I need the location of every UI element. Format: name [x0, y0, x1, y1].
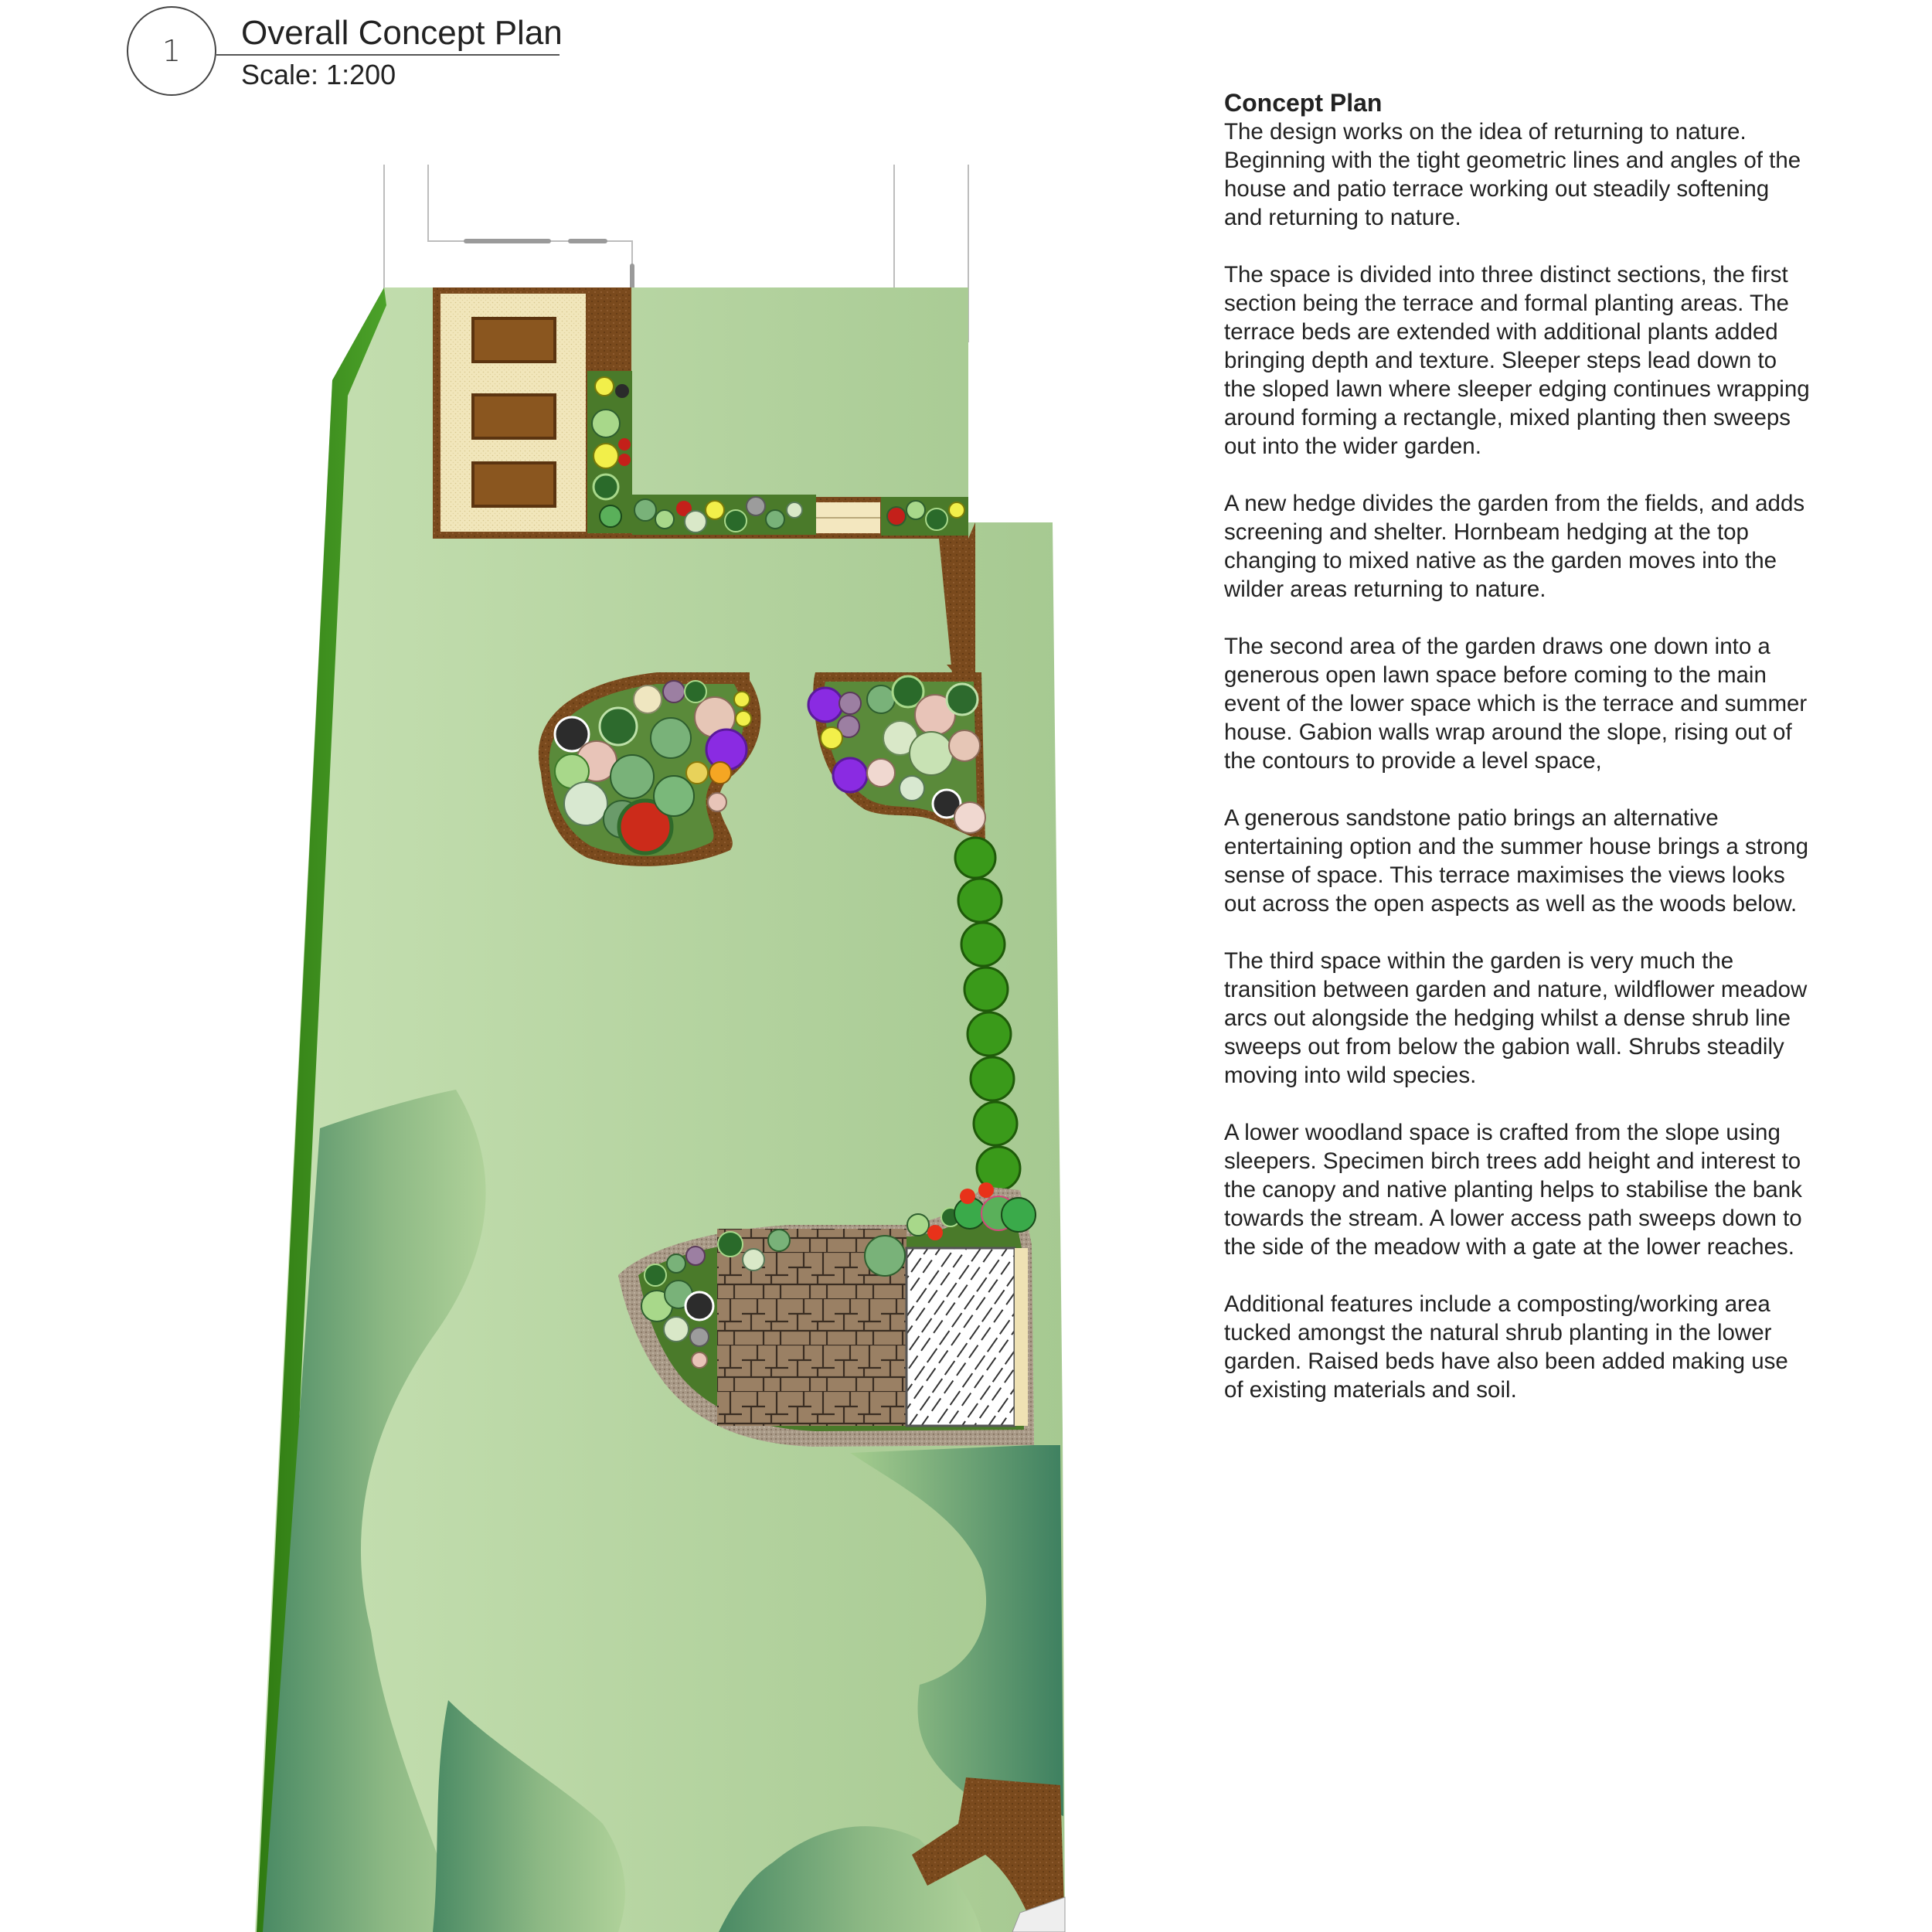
description-paragraph-4: The second area of the garden draws one down into a generous open lawn space before coming to the main event of the lower space which is the terrace and summer house. Gabion walls wrap around the slope, rising out of the contours to provide a level space,	[1224, 634, 1808, 774]
description-paragraph-7: A lower woodland space is crafted from the slope using sleepers. Specimen birch trees add height and interest to the canopy and native planting helps to stabilise the bank towards the stream. A lower access path sweeps down to the side of the meadow with a gate at the lower reaches.	[1224, 1120, 1802, 1260]
description-paragraph-5: A generous sandstone patio brings an alternative entertaining option and the summer house brings a strong sense of space. This terrace maximises the views looks out across the open aspects as well as the woods below.	[1224, 805, 1808, 917]
planting-bed-left	[539, 672, 761, 866]
drawing-title: Overall Concept Plan	[241, 14, 563, 52]
drawing-number: 1	[162, 34, 182, 68]
description-paragraph-1: The design works on the idea of returning to nature. Beginning with the tight geometric lines and angles of the house and patio terrace working out steadily softening and returning to nature.	[1224, 119, 1801, 230]
description-paragraph-2: The space is divided into three distinct sections, the first section being the terrace and formal planting areas. The terrace beds are extended with additional plants added bringing depth and texture. Sleeper steps lead down to the sloped lawn where sleeper edging continues wrapping around forming a rectangle, mixed planting then sweeps out into the wider garden.	[1224, 262, 1810, 459]
description-paragraph-8: Additional features include a composting/working area tucked amongst the natural shrub planting in the lower garden. Raised beds have also been added making use of existing materials and soil.	[1224, 1291, 1788, 1403]
drawing-scale: Scale: 1:200	[241, 59, 396, 90]
raised-beds	[473, 318, 555, 506]
description-paragraph-3: A new hedge divides the garden from the fields, and adds screening and shelter. Hornbeam hedging at the top changing to mixed native as the garden moves into the wilder areas returning to nature.	[1224, 491, 1805, 602]
description-panel	[1224, 88, 1811, 1433]
title-underline	[216, 54, 560, 56]
description-paragraph-6: The third space within the garden is very much the transition between garden and nature, wildflower meadow arcs out alongside the hedging whilst a dense shrub line sweeps out from below the gabion wall. Shrubs steadily moving into wild species.	[1224, 948, 1808, 1088]
title-block	[127, 6, 563, 103]
description-heading: Concept Plan	[1224, 89, 1383, 117]
